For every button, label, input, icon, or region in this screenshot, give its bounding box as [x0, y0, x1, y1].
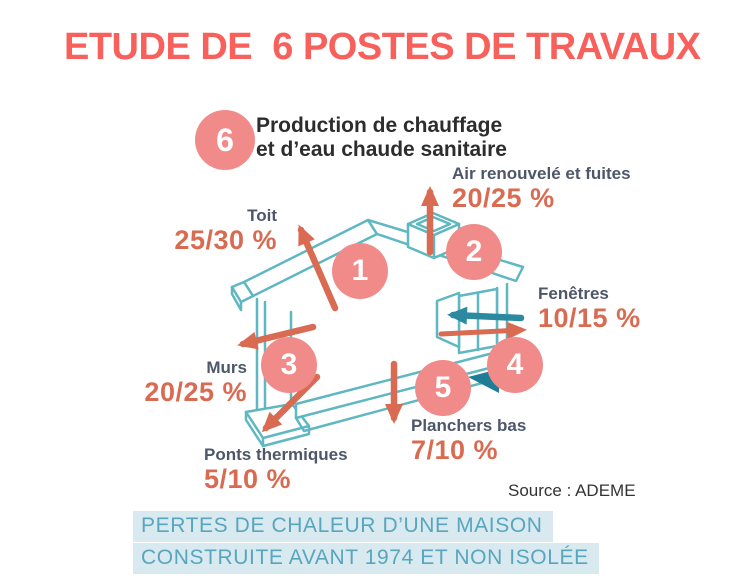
marker-3	[261, 337, 317, 393]
marker-6	[195, 110, 255, 170]
caption-line-1: PERTES DE CHALEUR D’UNE MAISON	[133, 511, 553, 542]
callout-air-value: 20/25 %	[452, 183, 555, 213]
legend-line-2: et d’eau chaude sanitaire	[256, 137, 507, 161]
legend-text	[256, 114, 507, 161]
legend-line-1: Production de chauffage	[256, 114, 503, 137]
marker-2-number: 2	[465, 235, 483, 268]
callout-fenetres	[538, 284, 641, 333]
callout-fenetres-label: Fenêtres	[538, 284, 609, 303]
marker-4	[487, 337, 543, 393]
marker-5-number: 5	[434, 371, 452, 404]
source-credit: Source : ADEME	[508, 481, 636, 500]
caption	[133, 511, 599, 575]
callout-murs-value: 20/25 %	[144, 377, 247, 407]
marker-2	[446, 224, 502, 280]
window	[437, 289, 497, 353]
callout-air-label: Air renouvelé et fuites	[452, 164, 631, 183]
callout-fenetres-value: 10/15 %	[538, 303, 641, 333]
marker-1	[332, 243, 388, 299]
callout-air-renouvele	[452, 164, 631, 213]
arrow-fenetres-in-icon	[453, 315, 521, 318]
callout-ponts-thermiques	[204, 445, 348, 494]
callout-toit-label: Toit	[247, 206, 277, 225]
marker-3-number: 3	[280, 348, 298, 381]
marker-5	[415, 360, 471, 416]
callout-toit-value: 25/30 %	[174, 225, 277, 255]
callout-toit	[174, 206, 277, 255]
callout-ponts-label: Ponts thermiques	[204, 445, 348, 464]
marker-4-number: 4	[506, 348, 524, 381]
callout-planchers-label: Planchers bas	[411, 416, 527, 435]
callout-planchers-value: 7/10 %	[411, 435, 499, 465]
callout-ponts-value: 5/10 %	[204, 464, 292, 494]
marker-1-number: 1	[351, 254, 369, 287]
callout-murs	[144, 358, 247, 407]
callout-murs-label: Murs	[206, 358, 247, 377]
page-title: ETUDE DE 6 POSTES DE TRAVAUX	[64, 26, 701, 68]
callout-planchers-bas	[411, 416, 526, 465]
caption-line-2: CONSTRUITE AVANT 1974 ET NON ISOLÉE	[133, 543, 599, 574]
marker-6-number: 6	[216, 121, 234, 158]
